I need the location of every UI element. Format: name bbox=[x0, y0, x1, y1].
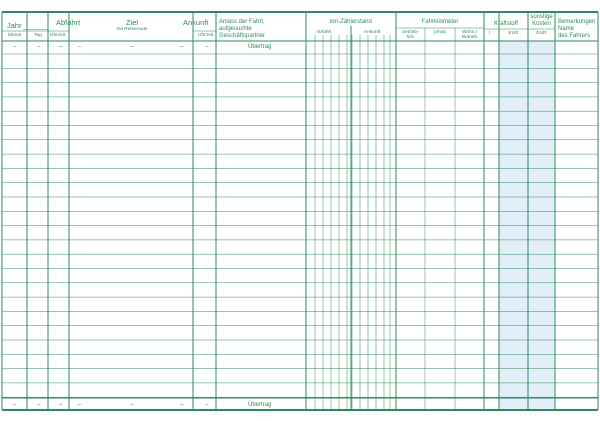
distance-header: Fahrkilometer bbox=[421, 19, 459, 25]
fuel-litres-header: l bbox=[489, 31, 491, 36]
fuel-eur-header: EUR bbox=[508, 31, 519, 36]
total-dash-day: – bbox=[37, 402, 41, 408]
arrival-header: Ankunft bbox=[183, 18, 209, 27]
total-dash-departure: – bbox=[59, 402, 63, 408]
total-dash-arrival: – bbox=[205, 402, 209, 408]
carry-over-dash-month: – bbox=[13, 44, 17, 50]
odometer-departure-header: Abfahrt bbox=[316, 30, 332, 35]
carry-over-dash-destination-3: – bbox=[180, 44, 184, 50]
carry-over-dash-arrival: – bbox=[205, 44, 209, 50]
month-column-header: Monat bbox=[8, 33, 22, 38]
business-km-header-line-1: betrieb- bbox=[402, 30, 419, 35]
total-dash-month: – bbox=[13, 402, 17, 408]
carry-over-label-bottom: Übertrag bbox=[248, 402, 272, 408]
commute-km-header-line-2: Betrieb bbox=[461, 35, 478, 40]
arrival-time-header: Uhrzeit bbox=[198, 33, 214, 38]
departure-header: Abfahrt bbox=[56, 18, 81, 27]
carry-over-dash-destination-1: – bbox=[78, 44, 82, 50]
other-costs-header-line-2: Kosten bbox=[532, 21, 551, 27]
purpose-header-line-3: Geschäftspartner bbox=[219, 33, 266, 39]
purpose-header-line-1: Anlass der Fahrt, bbox=[219, 19, 265, 25]
other-costs-eur-header: EUR bbox=[536, 31, 547, 36]
fuel-header: Kraftstoff bbox=[494, 21, 518, 27]
other-costs-header-line-1: sonstige bbox=[530, 14, 553, 20]
route-subheader: mit Reiseroute bbox=[116, 27, 148, 32]
carry-over-dash-destination-2: – bbox=[130, 44, 134, 50]
odometer-arrival-header: Ankunft bbox=[364, 30, 381, 35]
total-dash-destination-3: – bbox=[180, 402, 184, 408]
departure-time-header: Uhrzeit bbox=[50, 33, 66, 38]
day-column-header: Tag bbox=[34, 33, 42, 38]
purpose-header-line-2: aufgesuchte bbox=[219, 26, 252, 32]
business-km-header-line-2: lich bbox=[406, 35, 415, 40]
carry-over-label-top: Übertrag bbox=[248, 44, 272, 50]
commute-km-header-line-1: Wohn./ bbox=[461, 30, 478, 35]
private-km-header: privat bbox=[434, 30, 446, 35]
total-dash-destination-1: – bbox=[78, 402, 82, 408]
odometer-header: km-Zählerstand bbox=[330, 19, 372, 25]
remarks-header-line-2: Name bbox=[558, 26, 575, 32]
remarks-header-line-1: Bemerkungen bbox=[558, 19, 596, 25]
carry-over-dash-departure: – bbox=[59, 44, 63, 50]
year-label: Jahr ______ bbox=[7, 21, 49, 30]
destination-header: Ziel bbox=[125, 18, 139, 27]
carry-over-dash-day: – bbox=[37, 44, 41, 50]
total-dash-destination-2: – bbox=[130, 402, 134, 408]
remarks-header-line-3: des Fahrers bbox=[558, 33, 591, 39]
